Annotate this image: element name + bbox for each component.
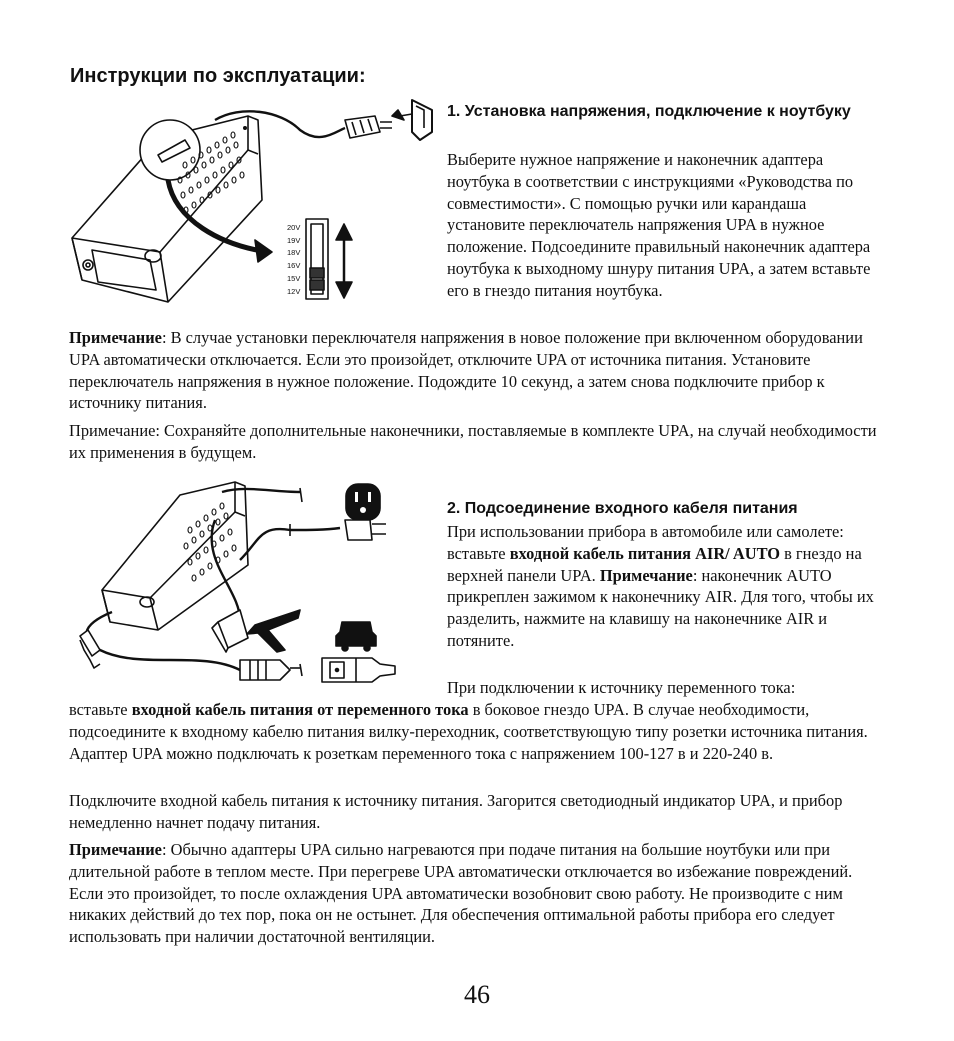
section1-body: Выберите нужное напряжение и наконечник адаптера ноутбука в соответствии с инструкциями «Руководства по совместимости». С помощью ручки или карандаша установите переключатель напряжения UPA в нужное положение. Подсоедините правильный наконечник адаптера ноутбука к выходному шнуру питания UPA, а затем вставьте его в гнездо питания ноутбука. <box>447 150 871 300</box>
voltage-labels <box>287 222 300 298</box>
text-run-bold: Примечание <box>599 565 693 585</box>
note1-text: : В случае установки переключателя напряжения в новое положение при включенном оборудовании UPA автоматически отключается. Если это произойдет, отключите UPA от источника питания. Установите переключатель напряжения в нужное положение. Подождите 10 секунд, а затем снова подключите прибор к источнику питания. <box>69 328 863 413</box>
note-label: Примечание <box>69 840 162 859</box>
section2-heading: 2. Подсоединение входного кабеля питания <box>447 500 798 517</box>
text-run-bold: входной кабель питания AIR/ AUTO <box>509 543 780 563</box>
section2-para3: Подключите входной кабель питания к источнику питания. Загорится светодиодный индикатор UPA, и прибор немедленно начнет подачу питания. <box>69 791 843 832</box>
note-text: : Обычно адаптеры UPA сильно нагреваются при подаче питания на большие ноутбуки или при длительной работе в теплом месте. При перегреве UPA автоматически отключается во избежание повреждений. Если это произойдет, то после охлаждения UPA автоматически возобновит свою работу. Не производите с ним никаких действий до тех пор, пока он не остынет. Для обеспечения оптимальной работы прибора его следует использовать при наличии достаточной вентиляции. <box>69 840 853 947</box>
text-run: в боковое гнездо UPA. В случае необходимости, подсоедините к входному кабелю питания вилку-переходник, соответствующую типу розетки источника питания. Адаптер UPA можно подключать к розеткам переменного тока с напряжением 100-127 в и 220-240 в. <box>69 700 868 763</box>
section1-heading: 1. Установка напряжения, подключение к ноутбуку <box>447 103 851 120</box>
text-run: При использовании прибора в автомобиле или самолете: вставьте <box>447 522 844 563</box>
page-number: 46 <box>464 980 490 1009</box>
text-run: вставьте <box>69 700 132 719</box>
text-run: в гнездо на верхней панели UPA. <box>447 543 862 585</box>
note1 <box>69 327 889 414</box>
section2-note <box>69 839 889 948</box>
text-run: : наконечник AUTO прикреплен зажимом к наконечнику AIR. Для того, чтобы их разделить, нажмите на клавишу на наконечнике AIR и потяните. <box>447 565 874 650</box>
voltage-label: 19V <box>287 235 301 245</box>
note2: Примечание: Сохраняйте дополнительные наконечники, поставляемые в комплекте UPA, на случай необходимости их применения в будущем. <box>69 421 877 462</box>
page-title: Инструкции по эксплуатации: <box>70 65 366 87</box>
voltage-label: 20V <box>287 223 301 232</box>
section2-para2-lead: При подключении к источнику переменного тока: <box>447 678 796 697</box>
note1-label: Примечание <box>69 328 162 347</box>
voltage-label: 18V <box>287 248 301 258</box>
voltage-label: 12V <box>287 286 301 296</box>
text-run-bold: входной кабель питания от переменного тока <box>131 700 469 719</box>
section2-para2 <box>69 699 889 764</box>
voltage-label: 16V <box>287 261 301 271</box>
section2-para1 <box>447 521 887 652</box>
voltage-label: 15V <box>287 273 301 283</box>
